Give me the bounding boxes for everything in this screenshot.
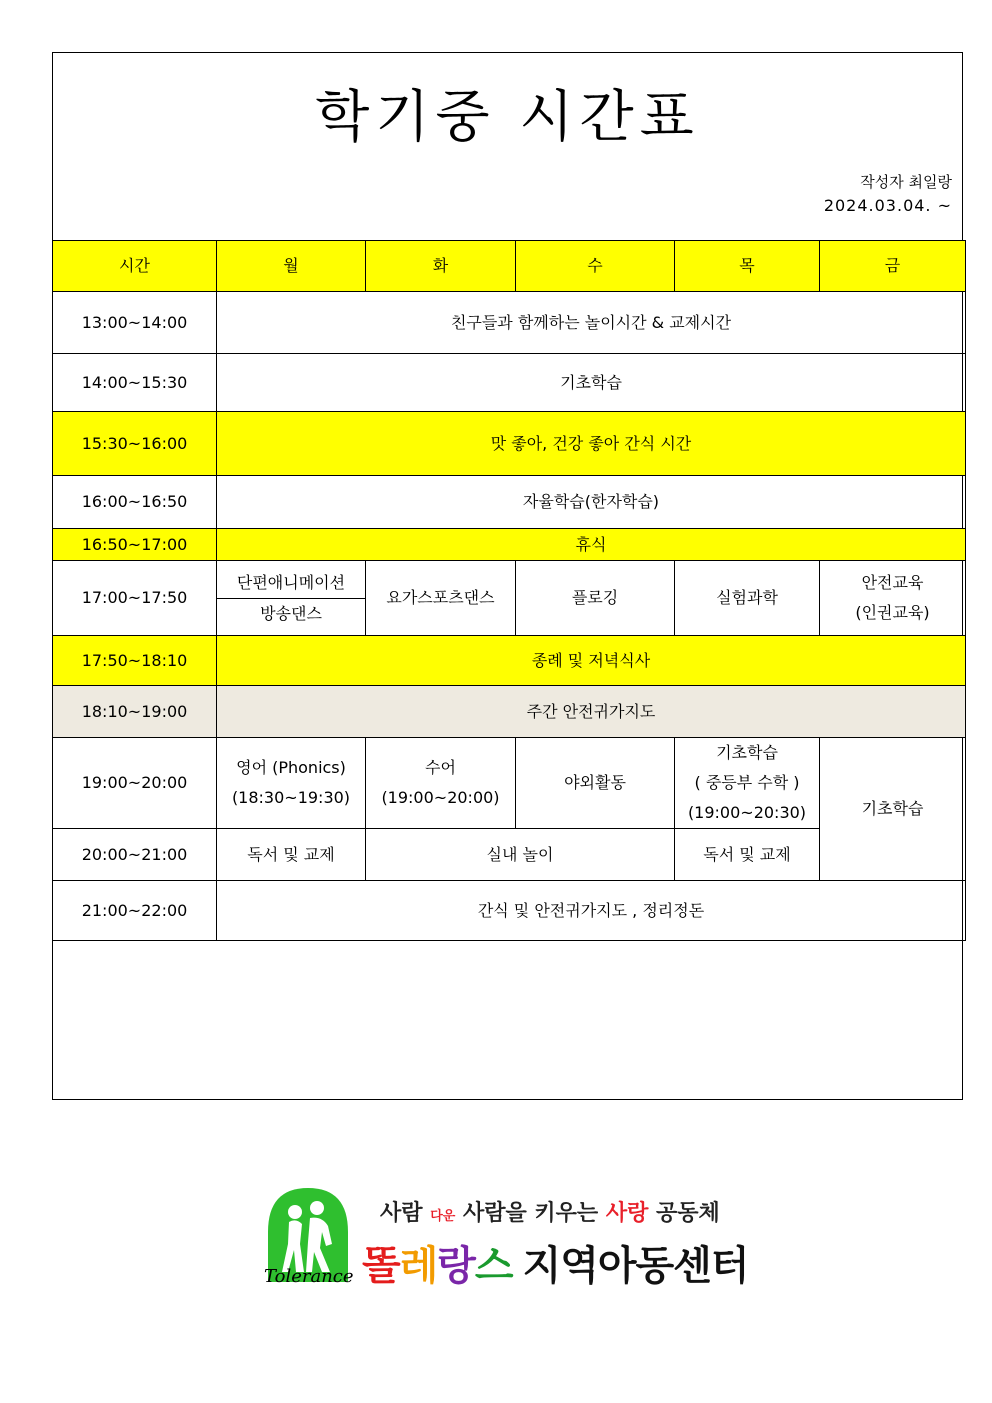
tue-line2: (19:00~20:00) xyxy=(381,788,500,807)
thu-line2: ( 중등부 수학 ) xyxy=(694,773,800,792)
header-fri: 금 xyxy=(820,241,966,292)
time-cell: 15:30~16:00 xyxy=(53,412,217,476)
table-row xyxy=(53,529,966,561)
time-cell: 20:00~21:00 xyxy=(53,829,217,881)
brand-char: 스 xyxy=(474,1243,513,1289)
tue-line1: 수어 xyxy=(425,758,456,777)
fri-activity xyxy=(820,561,966,636)
activity-cell: 주간 안전귀가지도 xyxy=(217,686,966,738)
activity-cell: 맛 좋아, 건강 좋아 간식 시간 xyxy=(217,412,966,476)
brand-char: 레 xyxy=(399,1243,438,1289)
header-wed: 수 xyxy=(516,241,675,292)
activity-cell: 자율학습(한자학습) xyxy=(217,476,966,529)
center-logo xyxy=(262,1182,749,1292)
activity-cell: 친구들과 함께하는 놀이시간 & 교제시간 xyxy=(217,292,966,354)
time-cell: 16:00~16:50 xyxy=(53,476,217,529)
tagline-part: 사람을 키우는 xyxy=(462,1201,599,1226)
thu-activity xyxy=(675,738,820,829)
fri-activity: 기초학습 xyxy=(820,738,966,881)
logo-caption: Tolerance xyxy=(264,1266,354,1287)
mon-split-cell xyxy=(217,561,366,636)
mon-activity xyxy=(217,738,366,829)
table-row xyxy=(53,636,966,686)
tagline-part: 다운 xyxy=(430,1209,456,1224)
brand-name xyxy=(362,1234,748,1291)
time-cell: 19:00~20:00 xyxy=(53,738,217,829)
activity-cell: 기초학습 xyxy=(217,354,966,412)
header-thu: 목 xyxy=(675,241,820,292)
mon-activity: 독서 및 교제 xyxy=(217,829,366,881)
time-cell: 14:00~15:30 xyxy=(53,354,217,412)
activity-cell: 간식 및 안전귀가지도 , 정리정돈 xyxy=(217,881,966,941)
tagline-part: 공동체 xyxy=(656,1201,720,1226)
fri-line2: (인권교육) xyxy=(855,603,930,622)
table-row xyxy=(53,476,966,529)
date-label: 2024.03.04. ~ xyxy=(823,196,952,215)
timetable-sheet xyxy=(52,52,963,1100)
tue-activity xyxy=(366,738,516,829)
brand-char: 랑 xyxy=(437,1243,475,1289)
table-row xyxy=(53,292,966,354)
time-cell: 16:50~17:00 xyxy=(53,529,217,561)
table-row xyxy=(53,412,966,476)
page-title: 학기중 시간표 xyxy=(315,85,700,150)
tagline xyxy=(380,1196,720,1227)
timetable xyxy=(52,240,966,941)
activity-cell: 종례 및 저녁식사 xyxy=(217,636,966,686)
time-cell: 17:00~17:50 xyxy=(53,561,217,636)
thu-line1: 기초학습 xyxy=(716,743,778,762)
time-cell: 21:00~22:00 xyxy=(53,881,217,941)
mon-top-activity: 단편애니메이션 xyxy=(236,572,346,592)
header-tue: 화 xyxy=(366,241,516,292)
wed-activity: 야외활동 xyxy=(516,738,675,829)
thu-activity: 실험과학 xyxy=(675,561,820,636)
wed-activity: 플로깅 xyxy=(516,561,675,636)
table-row xyxy=(53,738,966,829)
author-label: 작성자 최일랑 xyxy=(860,173,952,191)
header-mon: 월 xyxy=(217,241,366,292)
header-row xyxy=(53,241,966,292)
table-row xyxy=(53,881,966,941)
fri-line1: 안전교육 xyxy=(861,573,924,592)
thu-line3: (19:00~20:30) xyxy=(687,803,807,822)
table-row xyxy=(53,686,966,738)
mon-bottom-activity: 방송댄스 xyxy=(217,598,365,629)
thu-activity: 독서 및 교제 xyxy=(675,829,820,881)
tagline-part: 사람 xyxy=(380,1201,423,1226)
tue-wed-activity: 실내 놀이 xyxy=(366,829,675,881)
time-cell: 17:50~18:10 xyxy=(53,636,217,686)
table-row xyxy=(53,354,966,412)
tagline-part: 사랑 xyxy=(605,1201,649,1226)
table-row xyxy=(53,561,966,636)
time-cell: 18:10~19:00 xyxy=(53,686,217,738)
brand-rest: 지역아동센터 xyxy=(522,1243,749,1289)
mon-line2: (18:30~19:30) xyxy=(231,788,351,807)
tue-activity: 요가스포츠댄스 xyxy=(366,561,516,636)
activity-cell: 휴식 xyxy=(217,529,966,561)
time-cell: 13:00~14:00 xyxy=(53,292,217,354)
brand-char: 똘 xyxy=(362,1243,400,1289)
mon-line1: 영어 (Phonics) xyxy=(236,758,346,777)
header-time: 시간 xyxy=(53,241,217,292)
